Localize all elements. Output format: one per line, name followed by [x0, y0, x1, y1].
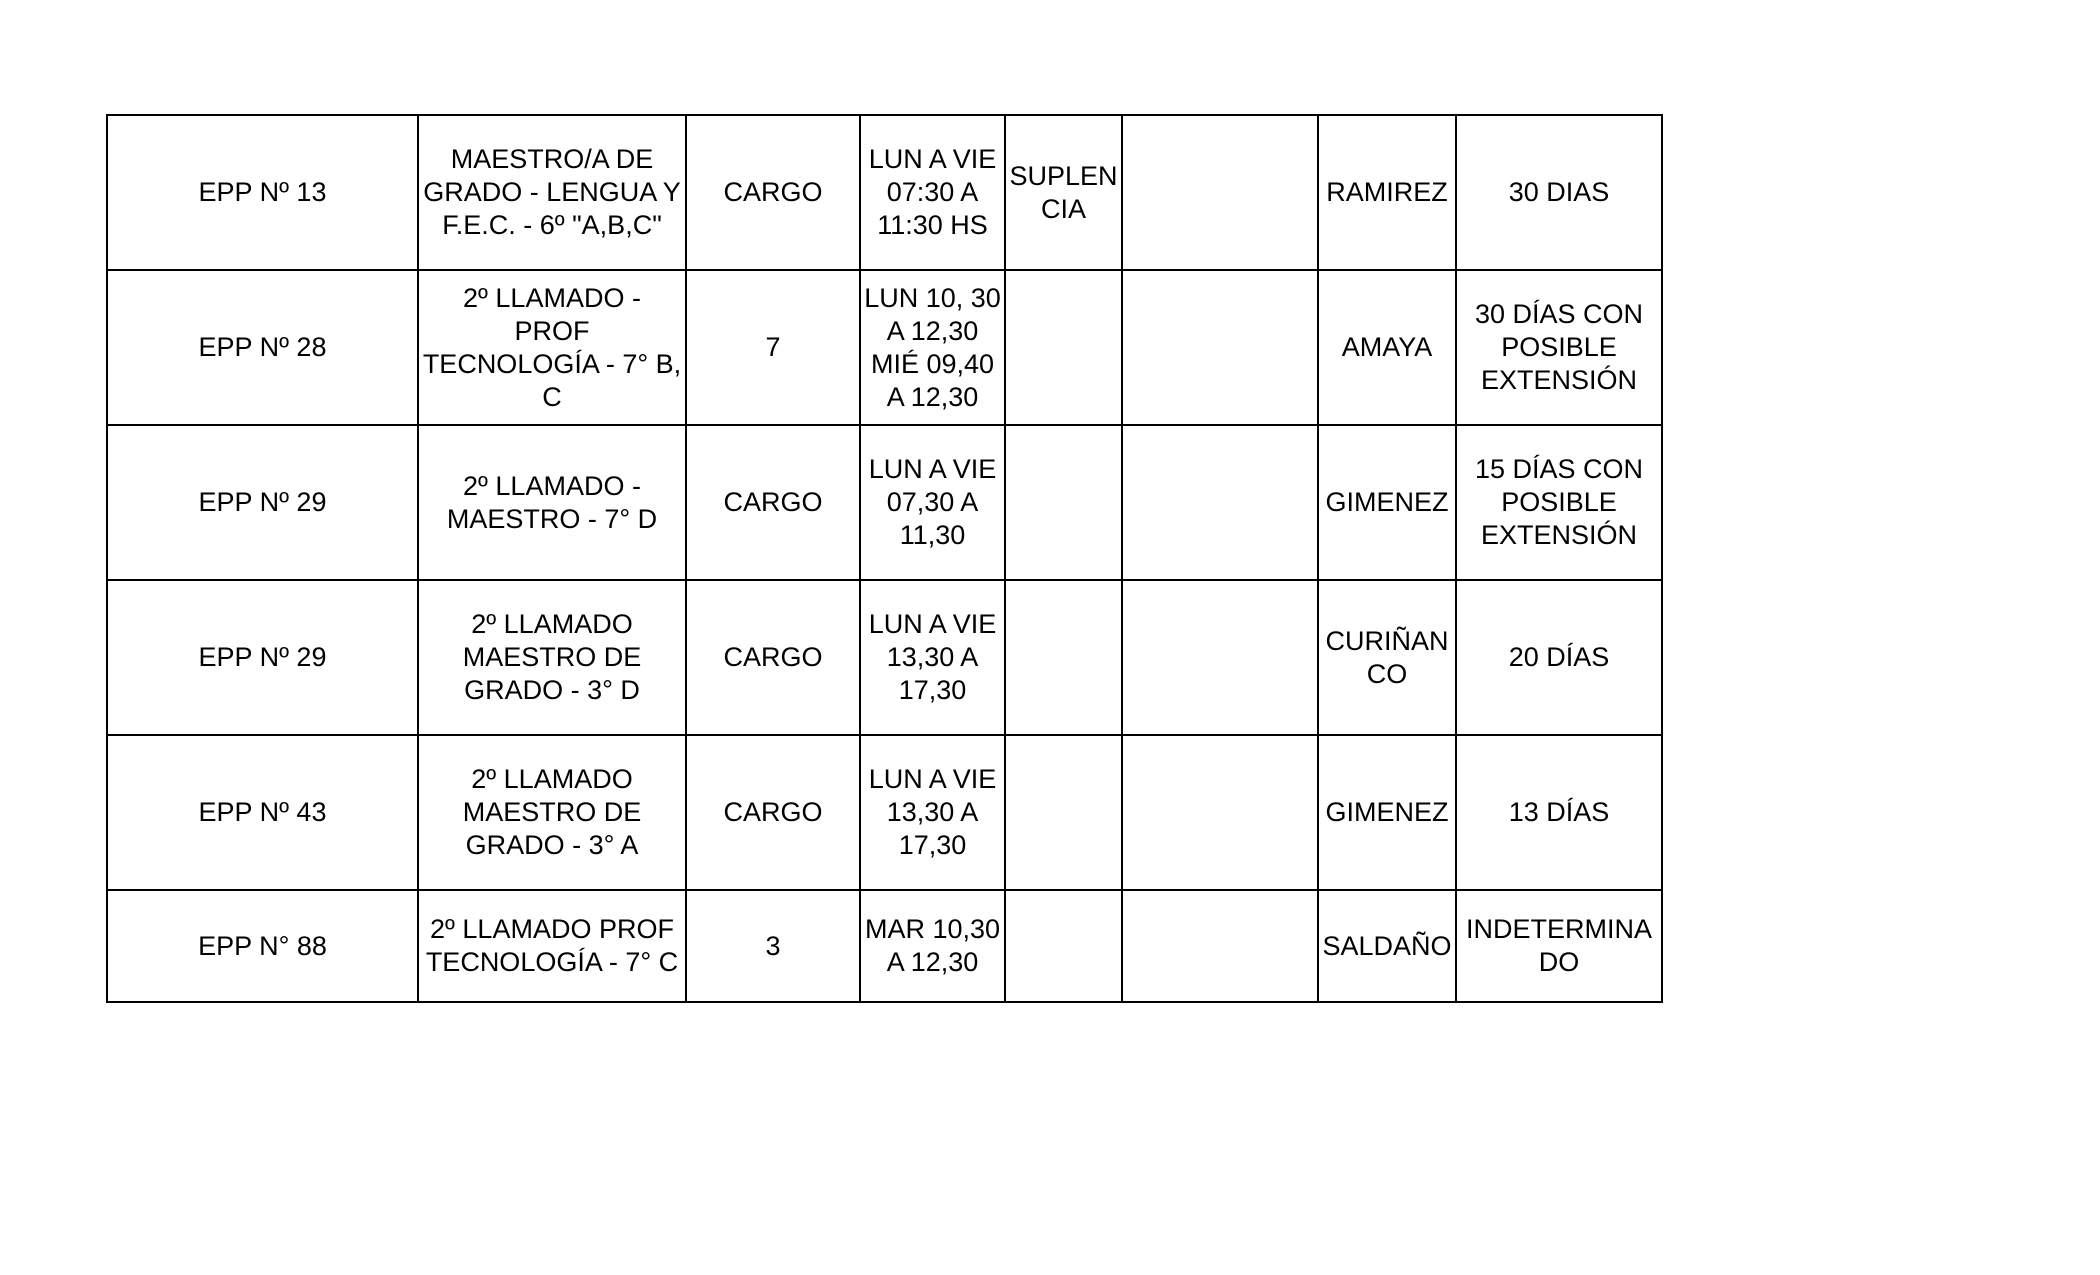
position-cell: 2º LLAMADO PROF TECNOLOGÍA - 7° C [418, 890, 686, 1002]
type-cell [1005, 890, 1122, 1002]
position-cell: 2º LLAMADO MAESTRO DE GRADO - 3° D [418, 580, 686, 735]
table-row [107, 890, 1662, 1002]
duration-cell: 20 DÍAS [1456, 580, 1662, 735]
vacancy-table [106, 114, 1663, 1003]
school-cell: EPP Nº 28 [107, 270, 418, 425]
schedule-cell: LUN A VIE 07:30 A 11:30 HS [860, 115, 1005, 270]
teacher-cell: SALDAÑO [1318, 890, 1456, 1002]
type-cell: SUPLEN CIA [1005, 115, 1122, 270]
type-cell [1005, 425, 1122, 580]
school-cell: EPP Nº 43 [107, 735, 418, 890]
blank-cell [1122, 115, 1318, 270]
duration-cell: 30 DIAS [1456, 115, 1662, 270]
blank-cell [1122, 580, 1318, 735]
duration-cell: 13 DÍAS [1456, 735, 1662, 890]
table-row [107, 270, 1662, 425]
teacher-cell: CURIÑAN CO [1318, 580, 1456, 735]
position-cell: MAESTRO/A DE GRADO - LENGUA Y F.E.C. - 6º "A,B,C" [418, 115, 686, 270]
type-cell [1005, 735, 1122, 890]
table-row [107, 735, 1662, 890]
duration-cell: 15 DÍAS CON POSIBLE EXTENSIÓN [1456, 425, 1662, 580]
school-cell: EPP Nº 13 [107, 115, 418, 270]
table-row [107, 115, 1662, 270]
blank-cell [1122, 270, 1318, 425]
position-cell: 2º LLAMADO MAESTRO DE GRADO - 3° A [418, 735, 686, 890]
type-cell [1005, 580, 1122, 735]
teacher-cell: AMAYA [1318, 270, 1456, 425]
schedule-cell: LUN 10, 30 A 12,30 MIÉ 09,40 A 12,30 [860, 270, 1005, 425]
hours-cell: CARGO [686, 425, 860, 580]
hours-cell: 3 [686, 890, 860, 1002]
school-cell: EPP N° 88 [107, 890, 418, 1002]
hours-cell: CARGO [686, 580, 860, 735]
schedule-cell: LUN A VIE 13,30 A 17,30 [860, 735, 1005, 890]
blank-cell [1122, 425, 1318, 580]
teacher-cell: GIMENEZ [1318, 735, 1456, 890]
school-cell: EPP Nº 29 [107, 425, 418, 580]
duration-cell: 30 DÍAS CON POSIBLE EXTENSIÓN [1456, 270, 1662, 425]
schedule-cell: LUN A VIE 07,30 A 11,30 [860, 425, 1005, 580]
position-cell: 2º LLAMADO - MAESTRO - 7° D [418, 425, 686, 580]
table-row [107, 425, 1662, 580]
teacher-cell: RAMIREZ [1318, 115, 1456, 270]
blank-cell [1122, 890, 1318, 1002]
schedule-cell: LUN A VIE 13,30 A 17,30 [860, 580, 1005, 735]
position-cell: 2º LLAMADO - PROF TECNOLOGÍA - 7° B, C [418, 270, 686, 425]
hours-cell: CARGO [686, 115, 860, 270]
hours-cell: 7 [686, 270, 860, 425]
school-cell: EPP Nº 29 [107, 580, 418, 735]
blank-cell [1122, 735, 1318, 890]
table-row [107, 580, 1662, 735]
teacher-cell: GIMENEZ [1318, 425, 1456, 580]
schedule-cell: MAR 10,30 A 12,30 [860, 890, 1005, 1002]
hours-cell: CARGO [686, 735, 860, 890]
type-cell [1005, 270, 1122, 425]
duration-cell: INDETERMINA DO [1456, 890, 1662, 1002]
